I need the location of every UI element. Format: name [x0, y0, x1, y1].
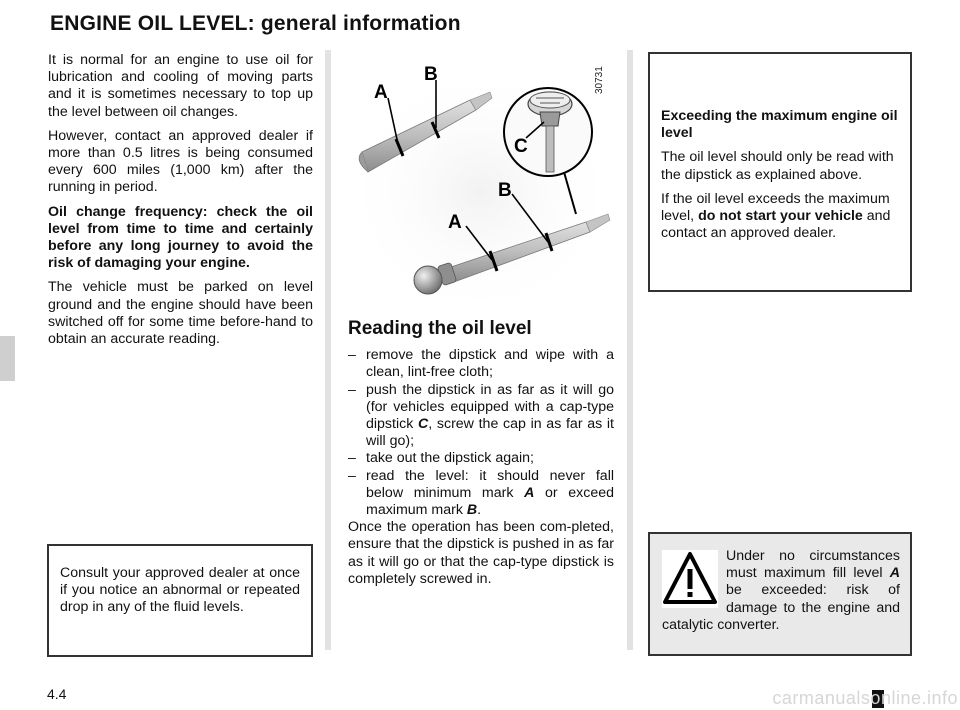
callout-c: C [514, 136, 528, 157]
intro-paragraph-2: However, contact an approved dealer if more than 0.5 litres is being consumed every 600 miles (1,000 km) after the running in period. [48, 127, 313, 196]
reading-step: – push the dipstick in as far as it will go (for vehicles equipped with a cap-type dipstick C, screw the cap in as far as it will go); [348, 381, 614, 450]
exceeding-text-1: The oil level should only be read with the dipstick as explained above. [661, 149, 894, 183]
column-separator [627, 50, 633, 650]
reading-section [348, 320, 614, 588]
exceeding-text-2: If the oil level exceeds the maximum level, do not start your vehicle and contact an approved dealer. [661, 190, 891, 242]
dipstick-drawing [340, 52, 620, 320]
watermark: carmanualsonline.info [772, 688, 958, 708]
reading-closing-text: Once the operation has been com-pleted, ensure that the dipstick is pushed in as far as it will go or that the cap-type dipstick is completely screwed in. [348, 519, 614, 587]
exceeding-heading: Exceeding the maximum engine oil level [661, 108, 898, 142]
warning-triangle-icon [662, 550, 718, 608]
page-number: 4.4 [47, 686, 67, 702]
reading-steps [348, 347, 614, 519]
callout-b-lower: B [498, 180, 512, 201]
page-title: ENGINE OIL LEVEL: general information [50, 12, 461, 35]
intro-paragraph-1: It is normal for an engine to use oil for lubrication and cooling of moving parts and it is sometimes necessary to top up the level between oil changes. [48, 52, 313, 120]
dipstick-illustration [340, 52, 620, 320]
reading-step: – read the level: it should never fall below minimum mark A or exceed maximum mark B. [348, 467, 615, 519]
warning-box [648, 532, 912, 656]
callout-a-lower: A [448, 212, 462, 233]
figure-reference-number: 30731 [594, 66, 605, 94]
reading-step: – remove the dipstick and wipe with a clean, lint-free cloth; [348, 347, 614, 381]
section-tab [0, 336, 15, 381]
consult-dealer-box [47, 544, 313, 657]
intro-paragraph-4: The vehicle must be parked on level ground and the engine should have been switched off for some time before-hand to obtain an accurate reading. [48, 279, 313, 348]
oil-change-frequency: Oil change frequency: check the oil level from time to time and certainly before any long journey to avoid the risk of damaging your engine. [48, 203, 313, 272]
exceeding-max-box [648, 52, 912, 292]
intro-column [48, 52, 313, 355]
callout-b-upper: B [424, 64, 438, 85]
reading-step: – take out the dipstick again; [348, 450, 534, 467]
reading-heading: Reading the oil level [348, 318, 532, 339]
callout-a-upper: A [374, 82, 388, 103]
consult-dealer-text: Consult your approved dealer at once if you notice an abnormal or repeated drop in any of the fluid levels. [60, 565, 300, 616]
warning-text: Under no circumstances must maximum fill level A be exceeded: risk of damage to the engine and catalytic converter. [662, 548, 900, 633]
column-separator [325, 50, 331, 650]
